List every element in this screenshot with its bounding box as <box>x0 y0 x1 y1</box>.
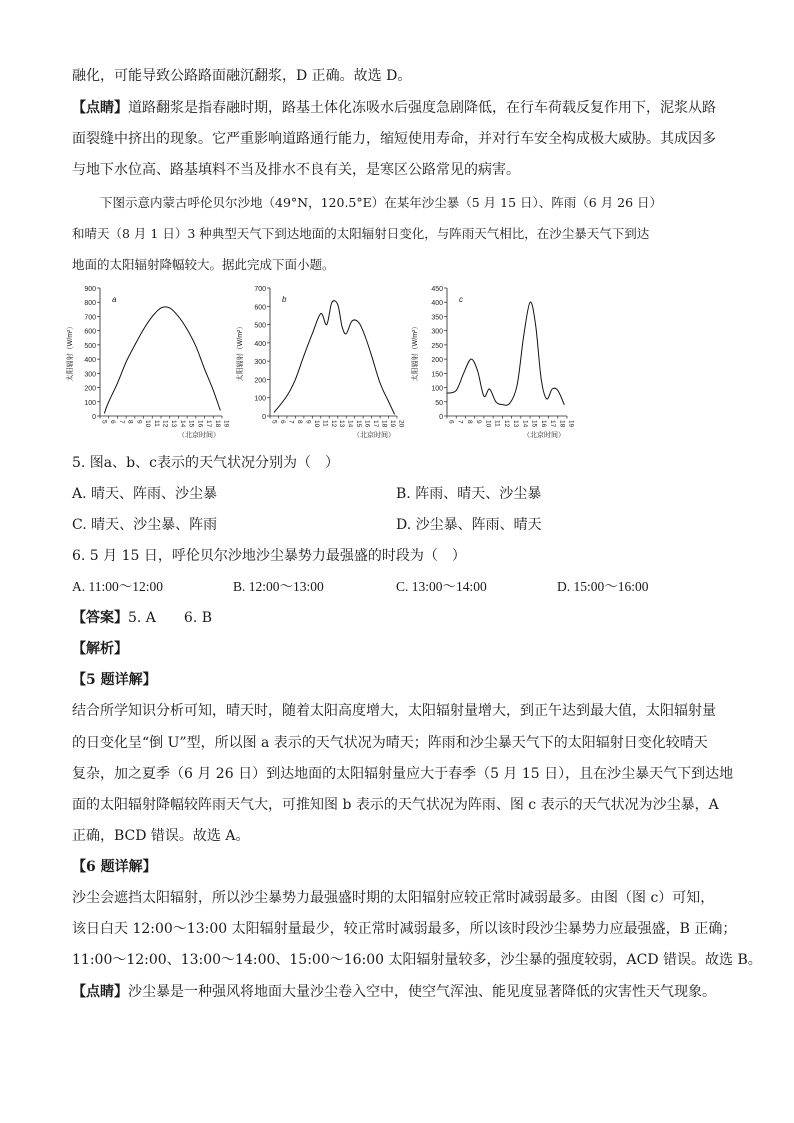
panel-letter: b <box>282 295 287 304</box>
y-tick-label: 500 <box>254 322 266 330</box>
q5-option-c[interactable]: C. 晴天、沙尘暴、阵雨 <box>72 517 218 533</box>
x-tick-label: 13 <box>512 420 520 428</box>
data-point <box>541 379 542 380</box>
y-axis-label: 太阳辐射（W/m²） <box>67 322 74 382</box>
data-point <box>502 404 503 405</box>
intro-line1: 下图示意内蒙古呼伦贝尔沙地（49°N，120.5°E）在某年沙尘暴（5 月 15 日）、阵雨（6 月 26 日） <box>100 195 663 210</box>
x-tick-label: 6 <box>447 420 455 424</box>
data-point <box>126 362 127 363</box>
q6-option-a[interactable]: A. 11:00～12:00 <box>72 579 163 594</box>
x-tick-label: 13 <box>338 420 346 428</box>
x-tick-label: 9 <box>475 420 483 424</box>
y-axis-label: 太阳辐射（W/m²） <box>237 322 244 382</box>
q5-option-d[interactable]: D. 沙尘暴、阵雨、晴天 <box>396 517 542 533</box>
data-point <box>557 390 558 391</box>
y-tick-label: 800 <box>84 300 96 308</box>
data-point <box>509 403 510 404</box>
y-tick-label: 450 <box>431 286 443 293</box>
data-point <box>195 346 196 347</box>
x-tick-label: 18 <box>558 420 566 428</box>
dianjing-text: 道路翻浆是指春融时期，路基土体化冻吸水后强度急剧降低，在行车荷载反复作用下，泥浆从路 <box>128 100 716 116</box>
x-tick-label: 5 <box>100 420 108 424</box>
x-tick-label: 18 <box>213 420 221 428</box>
y-tick-label: 700 <box>254 286 266 293</box>
data-point <box>287 395 288 396</box>
x-tick-label: 11 <box>152 420 160 427</box>
d5-line1: 结合所学知识分析可知，晴天时，随着太阳高度增大，太阳辐射量增大，到正午达到最大值，太阳辐射量 <box>72 703 716 719</box>
x-tick-label: 6 <box>109 420 117 424</box>
data-point <box>371 355 372 356</box>
data-point <box>108 401 109 402</box>
x-tick-label: 17 <box>372 420 380 428</box>
x-tick-label: 20 <box>397 420 405 428</box>
q6-option-c[interactable]: C. 13:00～14:00 <box>396 579 487 594</box>
data-point <box>359 322 360 323</box>
x-tick-label: 10 <box>484 420 492 428</box>
data-point <box>312 333 313 334</box>
data-point <box>394 414 395 415</box>
x-tick-label: 8 <box>126 420 134 424</box>
y-tick-label: 700 <box>84 314 96 322</box>
series-line <box>447 302 564 405</box>
x-tick-label: 18 <box>380 420 388 428</box>
prev-dianjing-line3: 与地下水位高、路基填料不当及排水不良有关，是寒区公路常见的病害。 <box>72 162 520 178</box>
y-tick-label: 200 <box>431 357 443 365</box>
prev-answer-line: 融化，可能导致公路路面融沉翻浆，D 正确。故选 D。 <box>72 68 412 84</box>
q5-option-b[interactable]: B. 阵雨、晴天、沙尘暴 <box>396 486 542 502</box>
x-tick-label: 6 <box>278 420 286 424</box>
data-point <box>477 370 478 371</box>
d5-line5: 正确，BCD 错误。故选 A。 <box>72 828 250 844</box>
x-tick-label: 12 <box>329 420 337 428</box>
x-tick-label: 8 <box>295 420 303 424</box>
data-point <box>564 404 565 405</box>
x-tick-label: 9 <box>304 420 312 424</box>
x-tick-label: 14 <box>346 420 354 428</box>
intro-line2: 和晴天（8 月 1 日）3 种典型天气下到达地面的太阳辐射日变化，与阵雨天气相比，在沙尘暴天气下到达 <box>72 226 650 241</box>
x-tick-label: 14 <box>521 420 529 428</box>
x-tick-label: 19 <box>567 420 575 428</box>
y-tick-label: 100 <box>254 395 266 403</box>
y-tick-label: 500 <box>84 342 96 350</box>
q6-option-d[interactable]: D. 15:00～16:00 <box>557 579 649 594</box>
data-point <box>342 326 343 327</box>
answer-text: 5. A 6. B <box>128 610 213 626</box>
data-point <box>546 399 547 400</box>
data-point <box>204 369 205 370</box>
x-tick-label: 10 <box>144 420 152 428</box>
data-point <box>523 336 524 337</box>
series-line <box>104 307 220 413</box>
y-axis-label: 太阳辐射（W/m²） <box>412 322 419 382</box>
data-point <box>320 313 321 314</box>
x-tick-label: 16 <box>196 420 204 428</box>
x-axis-label: （北京时间） <box>178 432 220 439</box>
x-tick-label: 12 <box>502 420 510 428</box>
x-tick-label: 8 <box>465 420 473 424</box>
y-tick-label: 300 <box>84 371 96 379</box>
y-tick-label: 400 <box>431 300 443 308</box>
y-tick-label: 150 <box>431 371 443 379</box>
x-tick-label: 5 <box>270 420 278 424</box>
d5-line2: 的日变化呈“倒 U”型，所以图 a 表示的天气状况为晴天；阵雨和沙尘暴天气下的太阳辐射日变化较晴天 <box>72 735 708 751</box>
x-tick-label: 16 <box>363 420 371 428</box>
data-point <box>104 413 105 414</box>
y-tick-label: 300 <box>431 328 443 336</box>
y-tick-label: 0 <box>92 414 96 421</box>
data-point <box>220 410 221 411</box>
y-tick-label: 100 <box>84 399 96 407</box>
data-point <box>471 359 472 360</box>
data-point <box>295 379 296 380</box>
y-tick-label: 400 <box>254 340 266 348</box>
y-tick-label: 600 <box>254 304 266 312</box>
chart-c <box>410 286 575 439</box>
data-point <box>161 308 162 309</box>
y-tick-label: 200 <box>84 385 96 393</box>
d6-line2: 该日白天 12:00～13:00 太阳辐射量最少，较正常时减弱最多，所以该时段沙尘暴势力应最强盛，B 正确； <box>72 921 737 937</box>
data-point <box>134 344 135 345</box>
data-point <box>178 316 179 317</box>
analysis-label: 【解析】 <box>72 641 128 657</box>
data-point <box>117 383 118 384</box>
x-axis-label: （北京时间） <box>353 432 395 439</box>
q6-stem: 6. 5 月 15 日，呼伦贝尔沙地沙尘暴势力最强盛的时段为（ ） <box>72 548 466 564</box>
data-point <box>496 401 497 402</box>
q5-option-a[interactable]: A. 晴天、阵雨、沙尘暴 <box>72 486 218 502</box>
d6-line3: 11:00～12:00、13:00～14:00、15:00～16:00 太阳辐射量较多，沙尘暴的强度较弱，ACD 错误。故选 B。 <box>72 952 762 968</box>
q6-option-b[interactable]: B. 12:00～13:00 <box>233 579 324 594</box>
x-tick-label: 7 <box>117 420 125 424</box>
y-tick-label: 0 <box>439 414 443 421</box>
data-point <box>463 373 464 374</box>
data-point <box>530 302 531 303</box>
data-point <box>213 390 214 391</box>
d5-line3: 复杂，加之夏季（6 月 26 日）到达地面的太阳辐射量应大于春季（5 月 15 日），且在沙尘暴天气下到达地 <box>72 766 734 782</box>
data-point <box>535 325 536 326</box>
final-label: 【点睛】 <box>72 984 128 1000</box>
data-point <box>331 302 332 303</box>
y-tick-label: 0 <box>262 414 266 421</box>
d6-title: 【6 题详解】 <box>72 859 157 875</box>
x-tick-label: 17 <box>205 420 213 428</box>
q5-stem: 5. 图a、b、c表示的天气状况分别为（ ） <box>72 455 339 471</box>
x-tick-label: 19 <box>222 420 230 428</box>
x-tick-label: 7 <box>456 420 464 424</box>
data-point <box>380 383 381 384</box>
final-dianjing <box>72 982 716 1002</box>
data-point <box>517 384 518 385</box>
data-point <box>489 389 490 390</box>
y-tick-label: 400 <box>84 357 96 365</box>
x-tick-label: 17 <box>549 420 557 428</box>
data-point <box>456 390 457 391</box>
final-text: 沙尘暴是一种强风将地面大量沙尘卷入空中，使空气浑浊、能见度显著降低的灾害性天气现象。 <box>128 984 716 1000</box>
panel-letter: c <box>459 295 463 304</box>
data-point <box>388 401 389 402</box>
data-point <box>352 321 353 322</box>
data-point <box>447 393 448 394</box>
d5-title: 【5 题详解】 <box>72 672 157 688</box>
y-tick-label: 350 <box>431 314 443 322</box>
data-point <box>152 316 153 317</box>
chart-a <box>65 286 230 439</box>
data-point <box>303 355 304 356</box>
data-point <box>364 335 365 336</box>
y-tick-label: 100 <box>431 385 443 393</box>
prev-dianjing-line2: 面裂缝中挤出的现象。它严重影响道路通行能力，缩短使用寿命，并对行车安全构成极大威胁。其成因多 <box>72 131 716 147</box>
data-point <box>484 396 485 397</box>
answer-label: 【答案】 <box>72 610 128 626</box>
x-tick-label: 15 <box>187 420 195 428</box>
y-tick-label: 900 <box>84 286 96 293</box>
y-tick-label: 250 <box>431 342 443 350</box>
x-tick-label: 15 <box>530 420 538 428</box>
x-tick-label: 14 <box>178 420 186 428</box>
x-tick-label: 13 <box>170 420 178 428</box>
x-tick-label: 19 <box>389 420 397 428</box>
series-line <box>274 301 394 415</box>
prev-dianjing-line1 <box>72 98 716 118</box>
y-tick-label: 200 <box>254 377 266 385</box>
x-axis-label: （北京时间） <box>523 432 565 439</box>
x-tick-label: 11 <box>321 420 329 427</box>
y-tick-label: 300 <box>254 359 266 367</box>
data-point <box>326 324 327 325</box>
chart-b <box>235 286 405 439</box>
data-point <box>552 389 553 390</box>
y-tick-label: 50 <box>435 399 443 407</box>
radiation-figure <box>60 280 580 440</box>
data-point <box>169 308 170 309</box>
x-tick-label: 16 <box>539 420 547 428</box>
x-tick-label: 9 <box>135 420 143 424</box>
panel-letter: a <box>112 295 117 304</box>
data-point <box>187 329 188 330</box>
y-tick-label: 600 <box>84 328 96 336</box>
d5-line4: 面的太阳辐射降幅较阵雨天气大，可推知图 b 表示的天气状况为阵雨、图 c 表示的天气状况为沙尘暴，A <box>72 797 719 813</box>
data-point <box>274 412 275 413</box>
x-tick-label: 15 <box>355 420 363 428</box>
x-tick-label: 11 <box>493 420 501 427</box>
data-point <box>337 304 338 305</box>
data-point <box>143 329 144 330</box>
dianjing-label: 【点睛】 <box>72 100 128 116</box>
x-tick-label: 10 <box>312 420 320 428</box>
answer-line <box>72 608 212 628</box>
x-tick-label: 7 <box>287 420 295 424</box>
data-point <box>346 333 347 334</box>
intro-line3: 地面的太阳辐射降幅较大。据此完成下面小题。 <box>72 257 335 272</box>
d6-line1: 沙尘会遮挡太阳辐射，所以沙尘暴势力最强盛时期的太阳辐射应较正常时减弱最多。由图（图 c）可知， <box>72 890 715 906</box>
x-tick-label: 12 <box>161 420 169 428</box>
